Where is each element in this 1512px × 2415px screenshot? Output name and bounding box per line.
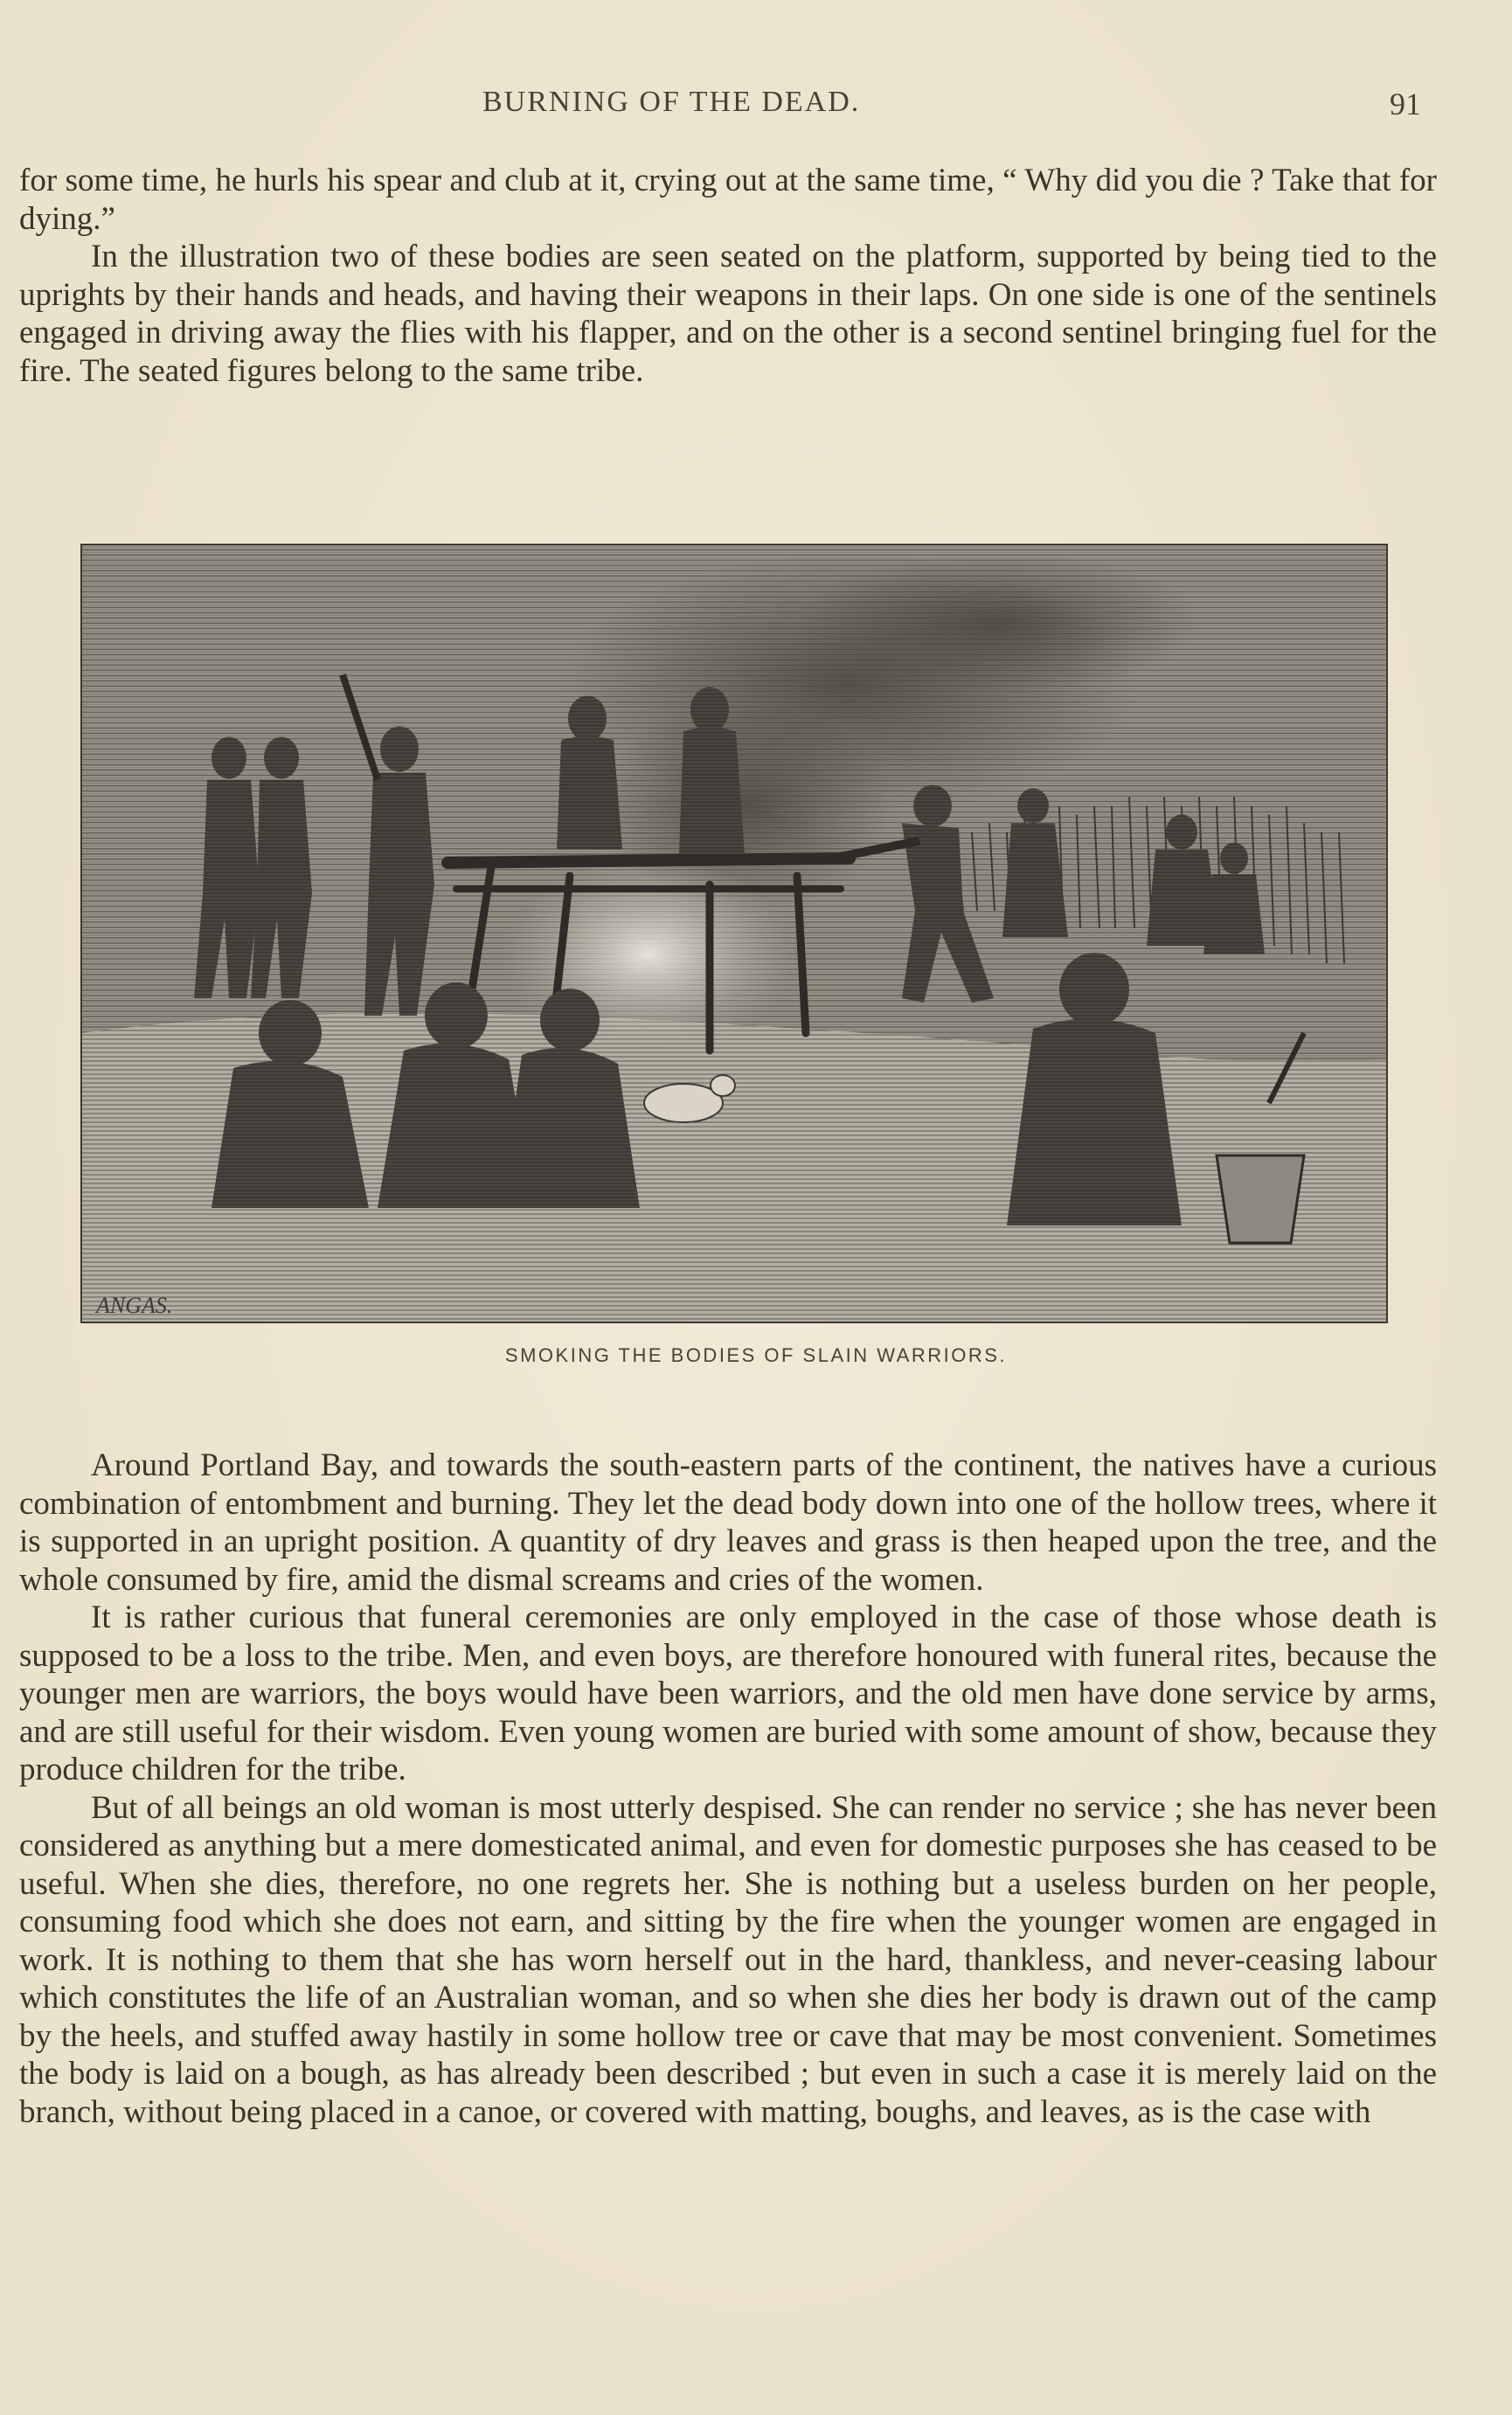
paragraph-funeral-ceremonies: It is rather curious that funeral ceremonies are only employed in the case of those whose death is supposed to be a loss to the tribe. Men, and even boys, are therefore honoured with funeral rites, because the younger men are warriors, the boys would have been warriors, and the old men have done service by arms, and are still useful for their wisdom. Even young women are buried with some amount of show, because they produce children for the tribe. [19,1600,1437,1787]
engraving-artwork [80,544,1388,1323]
engraving-illustration [80,544,1388,1323]
figure-caption: SMOKING THE BODIES OF SLAIN WARRIORS. [504,1344,1008,1366]
page-number: 91 [1390,87,1421,121]
paragraph-portland-bay: Around Portland Bay, and towards the south-eastern parts of the continent, the natives have a curious combination of entombment and burning. They let the dead body down into one of the hollow trees, where it is supported in an upright position. A quantity of dry leaves and grass is then heaped upon the tree, and the whole consumed by fire, amid the dismal screams and cries of the women. [19,1447,1437,1598]
top-text-block [19,162,1437,390]
paragraph-old-woman: But of all beings an old woman is most utterly despised. She can render no service ; she has never been considered as anything but a mere domesticated animal, and even for domestic purposes she has ceased to be useful. When she dies, therefore, no one regrets her. She is nothing but a useless burden on her people, consuming food which she does not earn, and sitting by the fire when the younger women are engaged in work. It is nothing to them that she has worn herself out in the hard, thankless, and never-ceasing labour which constitutes the life of an Australian woman, and so when she dies her body is drawn out of the camp by the heels, and stuffed away hastily in some hollow tree or cave that may be most convenient. Sometimes the body is laid on a bough, as has already been described ; but even in such a case it is merely laid on the branch, without being placed in a canoe, or covered with matting, boughs, and leaves, as is the case with [19,1789,1437,2130]
running-title: BURNING OF THE DEAD. [482,86,861,118]
paragraph-continued: for some time, he hurls his spear and club at it, crying out at the same time, “ Why did you die ? Take that for dying.” [19,163,1437,237]
bottom-text-block [19,1447,1437,2131]
paragraph-illustration-description: In the illustration two of these bodies are seen seated on the platform, supported by being tied to the uprights by their hands and heads, and having their weapons in their laps. On one side is one of the sentinels engaged in driving away the flies with his flapper, and on the other is a second sentinel bringing fuel for the fire. The seated figures belong to the same tribe. [19,239,1437,389]
engraver-signature: ANGAS. [96,1293,173,1318]
running-head [0,86,1512,129]
